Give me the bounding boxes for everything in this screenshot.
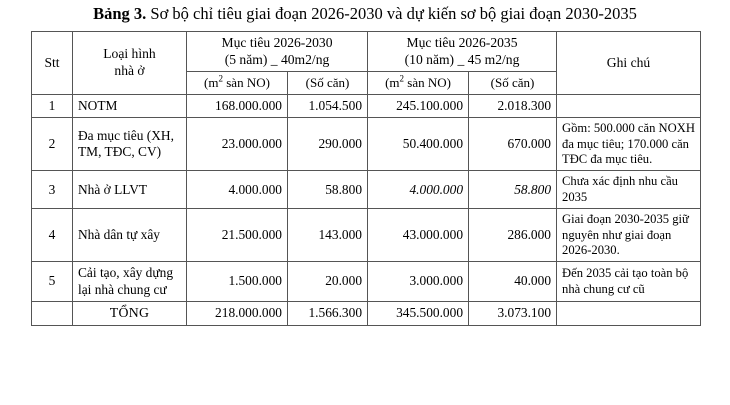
table-row <box>32 171 701 209</box>
total-b-area: 345.500.000 <box>368 301 469 325</box>
table-body <box>32 95 701 326</box>
header-stt: Stt <box>32 32 73 95</box>
table-caption <box>0 4 730 24</box>
table-row <box>32 118 701 171</box>
row-housing-type: Đa mục tiêu (XH, TM, TĐC, CV) <box>73 118 187 171</box>
table-row <box>32 209 701 262</box>
total-a-units: 1.566.300 <box>288 301 368 325</box>
row-note: Đến 2035 cải tạo toàn bộ nhà chung cư cũ <box>557 262 701 302</box>
row-note <box>557 95 701 118</box>
row-a-area: 1.500.000 <box>187 262 288 302</box>
row-b-area: 245.100.000 <box>368 95 469 118</box>
total-label: TỔNG <box>73 301 187 325</box>
header-group-b-line1: Mục tiêu 2026-2035 <box>406 35 518 50</box>
row-a-area: 4.000.000 <box>187 171 288 209</box>
row-b-units: 40.000 <box>469 262 557 302</box>
table-total-row <box>32 301 701 325</box>
row-b-units: 2.018.300 <box>469 95 557 118</box>
row-index: 5 <box>32 262 73 302</box>
header-sub-a-units: (Số căn) <box>288 72 368 95</box>
table-head <box>32 32 701 95</box>
row-index: 3 <box>32 171 73 209</box>
sub-area-sup-b: 2 <box>399 73 405 84</box>
row-b-units: 58.800 <box>469 171 557 209</box>
table-container <box>31 31 700 326</box>
row-a-area: 21.500.000 <box>187 209 288 262</box>
sub-area-pre-a: (m <box>204 75 219 91</box>
row-b-units: 670.000 <box>469 118 557 171</box>
row-a-area: 168.000.000 <box>187 95 288 118</box>
caption-text: Sơ bộ chỉ tiêu giai đoạn 2026-2030 và dự kiến sơ bộ giai đoạn 2030-2035 <box>146 4 637 23</box>
total-a-area: 218.000.000 <box>187 301 288 325</box>
row-index: 1 <box>32 95 73 118</box>
header-group-2026-2030 <box>187 32 368 72</box>
header-group-2026-2035 <box>368 32 557 72</box>
row-housing-type: Cải tạo, xây dựng lại nhà chung cư <box>73 262 187 302</box>
header-sub-b-units: (Số căn) <box>469 72 557 95</box>
total-index <box>32 301 73 325</box>
sub-area-sup-a: 2 <box>218 73 223 84</box>
table-row <box>32 95 701 118</box>
row-b-area: 3.000.000 <box>368 262 469 302</box>
header-group-a-line2: (5 năm) _ 40m2/ng <box>224 51 330 67</box>
header-group-a-line1: Mục tiêu 2026-2030 <box>221 35 333 50</box>
row-a-units: 143.000 <box>288 209 368 262</box>
header-row-top <box>32 32 701 72</box>
row-a-area: 23.000.000 <box>187 118 288 171</box>
row-note: Chưa xác định nhu cầu 2035 <box>557 171 701 209</box>
row-index: 2 <box>32 118 73 171</box>
sub-area-pre-b: (m <box>385 75 400 91</box>
row-housing-type: Nhà ở LLVT <box>73 171 187 209</box>
row-index: 4 <box>32 209 73 262</box>
header-housing-type <box>73 32 187 95</box>
table-row <box>32 262 701 302</box>
header-sub-b-area <box>368 72 469 95</box>
row-note: Giai đoạn 2030-2035 giữ nguyên như giai đoạn 2026-2030. <box>557 209 701 262</box>
row-a-units: 20.000 <box>288 262 368 302</box>
header-group-b-line2: (10 năm) _ 45 m2/ng <box>404 51 520 67</box>
header-housing-type-line2: nhà ở <box>114 63 145 78</box>
row-a-units: 1.054.500 <box>288 95 368 118</box>
header-note: Ghi chú <box>557 32 701 95</box>
row-a-units: 58.800 <box>288 171 368 209</box>
row-b-units: 286.000 <box>469 209 557 262</box>
sub-area-post-b: sàn NO) <box>404 75 451 91</box>
header-sub-a-area <box>187 72 288 95</box>
indicators-table <box>31 31 701 326</box>
total-note <box>557 301 701 325</box>
row-note: Gồm: 500.000 căn NOXH đa mục tiêu; 170.000 căn TĐC đa mục tiêu. <box>557 118 701 171</box>
row-housing-type: Nhà dân tự xây <box>73 209 187 262</box>
total-b-units: 3.073.100 <box>469 301 557 325</box>
row-a-units: 290.000 <box>288 118 368 171</box>
row-b-area: 43.000.000 <box>368 209 469 262</box>
row-b-area: 4.000.000 <box>368 171 469 209</box>
sub-area-post-a: sàn NO) <box>223 75 270 91</box>
caption-label: Bảng 3. <box>93 4 147 23</box>
header-housing-type-line1: Loại hình <box>103 46 156 62</box>
row-b-area: 50.400.000 <box>368 118 469 171</box>
row-housing-type: NOTM <box>73 95 187 118</box>
